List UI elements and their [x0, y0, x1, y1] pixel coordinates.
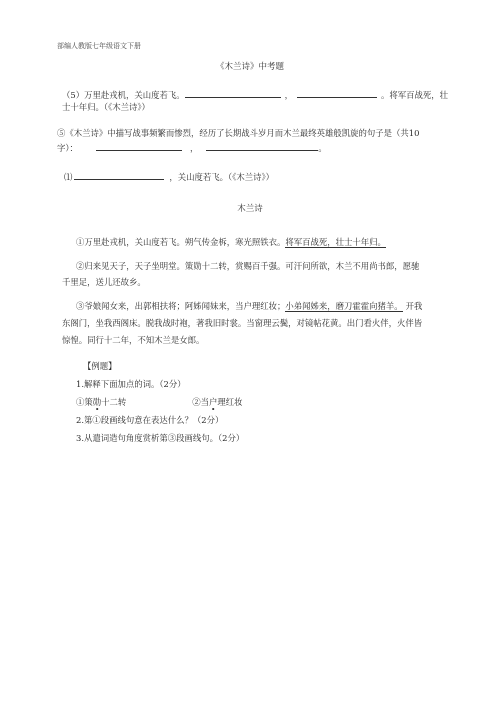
example-question-3: 3.从遣词造句角度赏析第③段画线句。（2分） [76, 433, 245, 443]
poem-paragraph-3-line2: 东阁门，坐我西阁床。脱我战时袍，著我旧时裳。当窗理云鬓，对镜帖花黄。出门看火伴，火伴皆 [62, 318, 423, 328]
poem-paragraph-3-line1 [76, 300, 422, 312]
question-circled5-start: 字）： [57, 143, 78, 153]
answer-blank[interactable] [185, 88, 281, 98]
paragraph-1-underlined: 将军百战死，壮士十年归。 [285, 237, 386, 247]
answer-blank[interactable] [206, 141, 318, 151]
question-5-line2: 士十年归。（《木兰诗》） [62, 102, 150, 112]
answer-blank[interactable] [96, 141, 182, 151]
paragraph-3-start: ③爷娘闻女来，出郭相扶将；阿姊闻妹来，当户理红妆； [76, 301, 286, 311]
example-question-2: 2.第①段画线句意在表达什么？（2分） [76, 415, 224, 425]
poem-title: 木兰诗 [237, 204, 263, 214]
question-1-suffix: ，关山度若飞。（《木兰诗》） [169, 172, 275, 182]
poem-paragraph-1 [76, 236, 386, 248]
question-5-part1: （5）万里赴戎机，关山度若飞。 [62, 90, 185, 100]
example-question-1: 1.解释下面加点的词。（2分） [76, 379, 186, 389]
example-label: 【例题】 [83, 361, 117, 371]
answer-blank[interactable] [297, 88, 377, 98]
question-circled5-end: 。 [318, 143, 327, 153]
page-header: 部编人教版七年级语文下册 [57, 42, 141, 50]
paragraph-1-text: ①万里赴戎机，关山度若飞。朔气传金柝，寒光照铁衣。 [76, 237, 286, 247]
answer-blank[interactable] [74, 170, 164, 180]
poem-paragraph-2-line2: 千里足，送儿还故乡。 [62, 277, 146, 287]
question-5-comma: ， [284, 90, 293, 100]
example-item-1: ①策勋十二转 [76, 397, 127, 407]
poem-paragraph-3-line3: 惊惶。同行十二年，不知木兰是女郎。 [62, 335, 205, 345]
question-1-prefix: ⑴ [64, 172, 73, 182]
page-title: 《木兰诗》中考题 [215, 62, 284, 72]
paragraph-3-underlined: 小弟闻姊来，磨刀霍霍向猪羊。 [285, 301, 403, 311]
poem-paragraph-2-line1: ②归来见天子，天子坐明堂。策勋十二转，赏赐百千强。可汗问所欲，木兰不用尚书郎，愿驰 [76, 261, 420, 271]
question-circled5-line1: ⑤《木兰诗》中描写战事频繁而惨烈，经历了长期战斗岁月而木兰最终英雄般凯旋的句子是（共10 [57, 128, 420, 138]
question-circled5-line2 [57, 141, 327, 154]
question-circled5-comma: ， [189, 143, 199, 153]
question-1-line [64, 170, 274, 183]
example-question-1-items [76, 396, 243, 408]
example-item-2: ②当户理红妆 [192, 397, 243, 407]
question-5-line1 [62, 88, 448, 101]
question-5-part2: 。将军百战死，壮 [380, 90, 448, 100]
paragraph-3-line1-end: 开我 [405, 301, 423, 311]
